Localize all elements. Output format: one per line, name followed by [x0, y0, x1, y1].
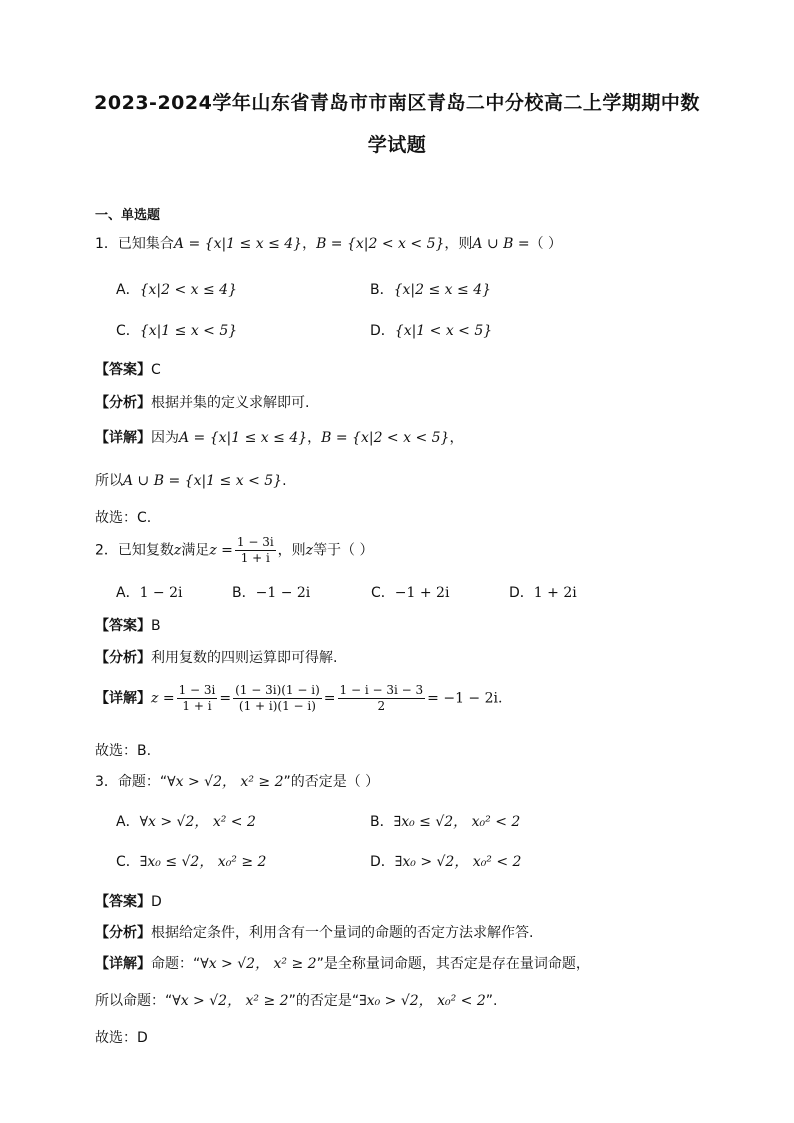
q2-analysis-text: 利用复数的四则运算即可得解. [151, 650, 338, 666]
q2-option-b-key: B． [232, 585, 256, 601]
q3-answer-value: D [151, 894, 162, 910]
q2-detail-frac1 [177, 683, 218, 714]
q1-union: A ∪ B = [472, 236, 530, 252]
q3-stem-end: ”的否定是（ ） [283, 774, 380, 790]
q3-analysis-text: 根据给定条件，利用含有一个量词的命题的否定方法求解作答. [151, 925, 534, 941]
q2-detail-frac2-num: (1 − 3i)(1 − i) [235, 683, 320, 697]
q2-answer [95, 615, 161, 635]
q2-eq: z = [209, 542, 233, 559]
page-title-line1: 2023-2024学年山东省青岛市市南区青岛二中分校高二上学期期中数 [94, 92, 700, 114]
q1-option-c-math: {x|1 ≤ x < 5} [139, 323, 238, 339]
q1-option-d-math: {x|1 < x < 5} [394, 323, 493, 339]
analysis-label: 【分析】 [95, 925, 151, 941]
q2-detail-frac2-den: (1 + i)(1 − i) [238, 699, 316, 713]
q1-analysis [95, 392, 309, 412]
q2-answer-value: B [151, 618, 161, 634]
q2-option-d-math: 1 + 2i [533, 585, 577, 601]
q2-stem-tail: 等于（ ） [313, 542, 374, 559]
q2-detail-frac3 [338, 683, 426, 714]
q3-so-math1: ∀x > √2， x² ≥ 2 [172, 993, 289, 1009]
q1-option-d [370, 320, 492, 340]
q1-set-b: B = {x|2 < x < 5} [316, 236, 445, 252]
q2-option-a-key: A． [116, 585, 140, 601]
q2-option-b-math: −1 − 2i [255, 585, 311, 601]
q3-detail-end: ”是全称量词命题，其否定是存在量词命题， [316, 956, 590, 972]
q3-option-c-key: C． [116, 854, 140, 870]
q1-analysis-text: 根据并集的定义求解即可. [151, 395, 310, 411]
q1-detail-end: ， [449, 430, 464, 446]
q2-stem-mid: 满足 [181, 542, 210, 559]
q1-answer [95, 359, 161, 379]
q3-stem-prefix: 3．命题：“ [95, 774, 168, 790]
q1-detail-set-b: B = {x|2 < x < 5} [321, 430, 450, 446]
answer-label: 【答案】 [95, 894, 151, 910]
q3-option-c [116, 851, 266, 871]
q3-option-c-math: ∃x₀ ≤ √2， x₀² ≥ 2 [139, 854, 267, 870]
q3-answer [95, 891, 162, 911]
analysis-label: 【分析】 [95, 650, 151, 666]
q2-z: z [173, 542, 182, 559]
q2-option-a [116, 582, 183, 602]
q2-stem [95, 535, 374, 566]
q1-option-a [116, 279, 237, 299]
q3-so-prefix: 所以命题：“ [95, 993, 173, 1009]
answer-label: 【答案】 [95, 362, 151, 378]
q1-detail-comma: ， [307, 430, 322, 446]
answer-label: 【答案】 [95, 618, 151, 634]
q3-detail-prefix: 命题：“ [151, 956, 201, 972]
analysis-label: 【分析】 [95, 395, 151, 411]
q3-so-end: ”. [485, 993, 498, 1009]
q3-option-b-key: B． [370, 814, 394, 830]
q3-detail [95, 953, 590, 973]
q1-detail [95, 427, 463, 447]
q3-option-a-key: A． [116, 814, 140, 830]
q3-choose: 故选：D [95, 1030, 148, 1046]
q3-conclusion [95, 990, 497, 1010]
q2-stem-prefix: 2．已知复数 [95, 542, 174, 559]
q1-conclusion [95, 470, 287, 490]
q1-option-a-math: {x|2 < x ≤ 4} [139, 282, 237, 298]
q1-option-d-key: D． [370, 323, 395, 339]
q1-detail-set-a: A = {x|1 ≤ x ≤ 4} [179, 430, 308, 446]
q3-option-d-math: ∃x₀ > √2， x₀² < 2 [394, 854, 522, 870]
q1-stem-prefix: 1．已知集合 [95, 236, 174, 252]
q2-detail: 【详解】z = $\frac{1 - 3i}{1 + i}$ = $\frac{(1 - 3i)(1 - i)}{(1 + i)(1 - i)}$ = $\frac{1 - i - 3i - 3}{2}$ = −1 − 2i. [95, 683, 503, 713]
q1-so-end: . [282, 473, 287, 489]
q3-option-d [370, 851, 521, 871]
q3-option-b [370, 811, 520, 831]
q1-choose: 故选：C. [95, 510, 152, 526]
q2-fraction [235, 535, 276, 566]
q3-option-d-key: D． [370, 854, 395, 870]
q2-detail-frac1-den: 1 + i [182, 699, 212, 713]
q2-z-2: z [305, 542, 314, 559]
q1-so-math: A ∪ B = {x|1 ≤ x < 5} [123, 473, 283, 489]
q2-option-c-key: C． [371, 585, 395, 601]
detail-label: 【详解】 [95, 430, 151, 446]
q1-so-prefix: 所以 [95, 473, 123, 489]
q3-detail-math: ∀x > √2， x² ≥ 2 [200, 956, 317, 972]
q1-detail-prefix: 因为 [151, 430, 179, 446]
q2-stem-end: ，则 [277, 542, 306, 559]
q2-detail-frac2 [233, 683, 322, 714]
q2-analysis [95, 647, 337, 667]
q3-analysis [95, 922, 533, 942]
q1-option-b [370, 279, 491, 299]
q1-option-c [116, 320, 237, 340]
q1-ask-prefix: ，则 [444, 236, 473, 252]
q1-option-a-key: A． [116, 282, 140, 298]
q3-stem [95, 771, 379, 791]
q3-stem-math: ∀x > √2， x² ≥ 2 [167, 774, 284, 790]
q2-fraction-den: 1 + i [240, 551, 270, 565]
q1-option-b-math: {x|2 ≤ x ≤ 4} [393, 282, 492, 298]
q1-answer-value: C [151, 362, 161, 378]
section-heading: 一、单选题 [95, 208, 161, 223]
q3-option-a [116, 811, 256, 831]
q2-option-d [509, 582, 577, 602]
q2-fraction-num: 1 − 3i [236, 535, 274, 549]
q2-detail-frac3-num: 1 − i − 3i − 3 [339, 683, 424, 697]
q2-detail-result: = −1 − 2i. [427, 690, 503, 707]
q2-detail-frac3-den: 2 [377, 699, 386, 713]
q2-option-d-key: D． [509, 585, 534, 601]
q1-comma: ， [302, 236, 317, 252]
q1-stem [95, 233, 562, 253]
q1-set-a: A = {x|1 ≤ x ≤ 4} [173, 236, 303, 252]
page-title-line2: 学试题 [367, 134, 427, 156]
q2-option-c-math: −1 + 2i [394, 585, 450, 601]
q2-choose: 故选：B. [95, 743, 152, 759]
q2-detail-eq: z = [151, 690, 175, 707]
q2-option-c [371, 582, 449, 602]
q2-detail-frac1-num: 1 − 3i [178, 683, 216, 697]
detail-label: 【详解】 [95, 690, 151, 707]
q1-option-c-key: C． [116, 323, 140, 339]
q2-option-a-math: 1 − 2i [139, 585, 183, 601]
q3-so-mid: ”的否定是“ [288, 993, 360, 1009]
q1-paren: （ ） [529, 236, 563, 252]
q3-so-math2: ∃x₀ > √2， x₀² < 2 [359, 993, 486, 1009]
q2-option-b [232, 582, 310, 602]
detail-label: 【详解】 [95, 956, 151, 972]
q1-option-b-key: B． [370, 282, 394, 298]
q3-option-a-math: ∀x > √2， x² < 2 [139, 814, 256, 830]
q3-option-b-math: ∃x₀ ≤ √2， x₀² < 2 [393, 814, 521, 830]
